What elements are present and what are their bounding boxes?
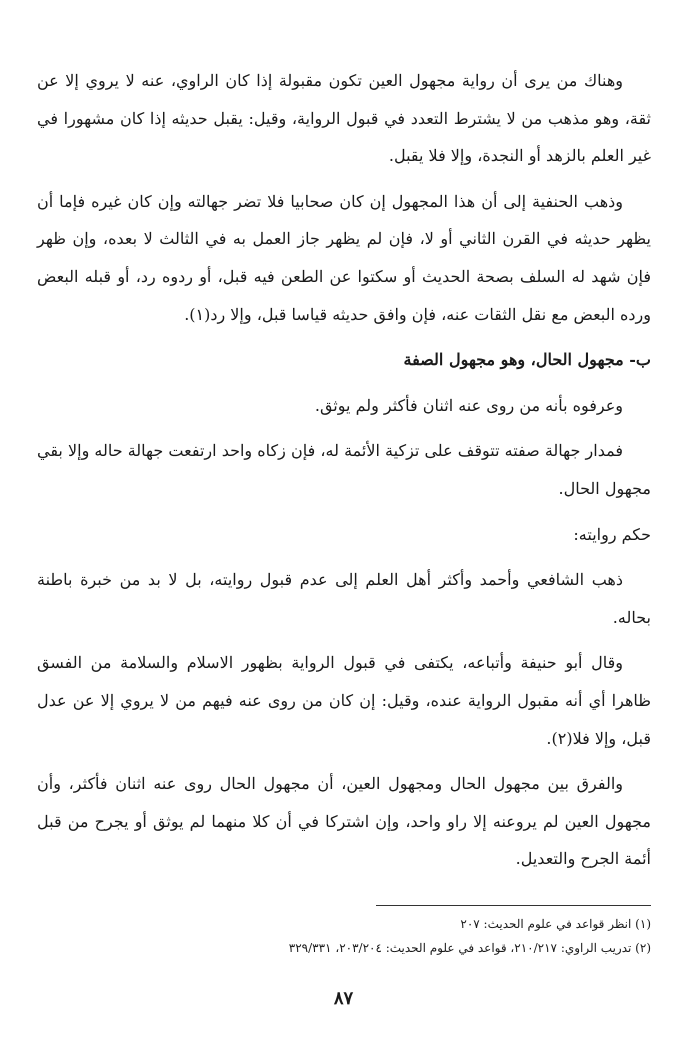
footnote-2: (٢) تدريب الراوي: ٢١٠/٢١٧، قواعد في علوم الحديث: ٢٠٣/٢٠٤، ٣٢٩/٣٣١ xyxy=(288,941,651,955)
paragraph-attestation: فمدار جهالة صفته تتوقف على تزكية الأئمة له، فإن زكاه واحد ارتفعت جهالة حاله وإلا بقي مجهول الحال. xyxy=(37,441,651,498)
footnote-1: (١) انظر قواعد في علوم الحديث: ٢٠٧ xyxy=(460,917,651,931)
footnotes xyxy=(37,912,651,960)
paragraph-hanafi-view: وذهب الحنفية إلى أن هذا المجهول إن كان صحابيا فلا تضر جهالته وإن كان غيره فإما أن يظهر حديثه في القرن الثاني أو لا، فإن لم يظهر جاز العمل به في الثالث لا بعده، وإن ظهر فإن شهد له السلف بصحة الحديث أو سكتوا عن الطعن فيه قبل، أو ردوه رد، أو قبله البعض ورده البعض مع نقل الثقات عنه، فإن وافق حديثه قياسا قبل، وإلا رد(١). xyxy=(37,191,651,324)
paragraph-difference: والفرق بين مجهول الحال ومجهول العين، أن مجهول الحال روى عنه اثنان فأكثر، وأن مجهول العين لم يروعنه إلا راو واحد، وإن اشتركا في أن كلا منهما لم يوثق أو يجرح من قبل أئمة الجرح والتعديل. xyxy=(37,774,651,869)
main-text xyxy=(37,62,651,886)
page-number: ٨٧ xyxy=(333,988,354,1009)
paragraph-abu-hanifa-view: وقال أبو حنيفة وأتباعه، يكتفى في قبول الرواية بظهور الاسلام والسلامة من الفسق ظاهرا أي أنه مقبول الرواية عنده، وقيل: إن كان من روى عنه فيهم من لا يروي إلا عن عدل قبل، وإلا فلا(٢). xyxy=(37,653,651,748)
subheading-ruling: حكم روايته: xyxy=(573,524,651,544)
paragraph-unknown-identity-acceptance: وهناك من يرى أن رواية مجهول العين تكون مقبولة إذا كان الراوي، عنه لا يروي إلا عن ثقة، وهو مذهب من لا يشترط التعدد في قبول الرواية، وقيل: يقبل حديثه إذا كان مشهورا في غير العلم بالزهد أو النجدة، وإلا فلا يقبل. xyxy=(37,71,651,166)
paragraph-shafii-view: ذهب الشافعي وأحمد وأكثر أهل العلم إلى عدم قبول روايته، بل لا بد من خبرة باطنة بحاله. xyxy=(37,570,651,627)
footnote-divider xyxy=(376,905,651,906)
paragraph-definition: وعرفوه بأنه من روى عنه اثنان فأكثر ولم يوثق. xyxy=(314,395,623,415)
section-heading-unknown-status: ب- مجهول الحال، وهو مجهول الصفة xyxy=(403,350,651,370)
